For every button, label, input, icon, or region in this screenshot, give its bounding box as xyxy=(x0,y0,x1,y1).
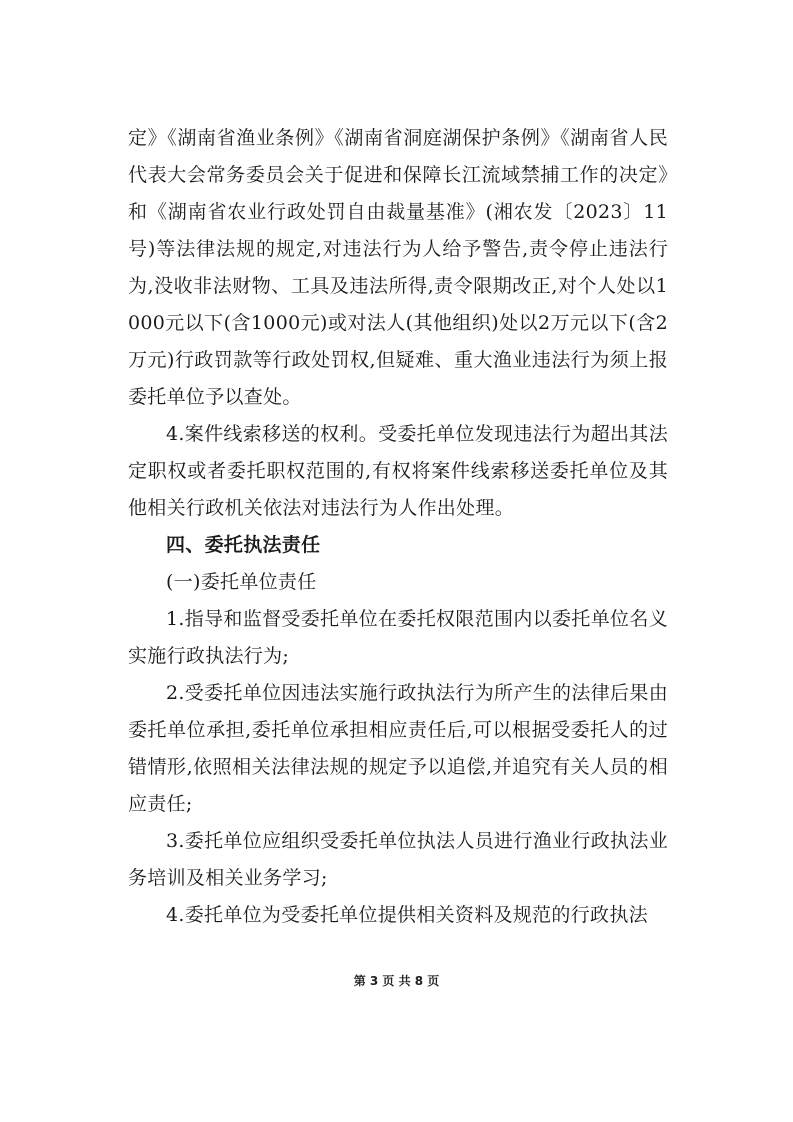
paragraph-legal-basis: 定》《湖南省渔业条例》《湖南省洞庭湖保护条例》《湖南省人民代表大会常务委员会关于促进和保障长江流域禁捕工作的决定》和《湖南省农业行政处罚自由裁量基准》(湘农发〔2023〕11号)等法律法规的规定,对违法行为人给予警告,责令停止违法行为,没收非法财物、工具及违法所得,责令限期改正,对个人处以1000元以下(含1000元)或对法人(其他组织)处以2万元以下(含2万元)行政罚款等行政处罚权,但疑难、重大渔业违法行为须上报委托单位予以查处。 xyxy=(128,127,668,408)
paragraph-case-referral-right: 4.案件线索移送的权利。受委托单位发现违法行为超出其法定职权或者委托职权范围的,有权将案件线索移送委托单位及其他相关行政机关依法对违法行为人作出处理。 xyxy=(128,423,668,519)
document-body xyxy=(128,120,668,934)
paragraph-item-2-legal-consequences: 2.受委托单位因违法实施行政执法行为所产生的法律后果由委托单位承担,委托单位承担相应责任后,可以根据受委托人的过错情形,依照相关法律法规的规定予以追偿,并追究有关人员的相应责任; xyxy=(128,682,668,815)
section-heading-entrusted-enforcement-responsibility: 四、委托执法责任 xyxy=(166,534,321,556)
paragraph-item-3-training: 3.委托单位应组织受委托单位执法人员进行渔业行政执法业务培训及相关业务学习; xyxy=(128,830,668,889)
page-number-footer: 第 3 页 共 8 页 xyxy=(353,974,440,988)
paragraph-item-1-guidance: 1.指导和监督受委托单位在委托权限范围内以委托单位名义实施行政执法行为; xyxy=(128,608,668,667)
subsection-heading-entrusting-unit-responsibility: (一)委托单位责任 xyxy=(166,571,317,593)
paragraph-item-4-materials: 4.委托单位为受委托单位提供相关资料及规范的行政执法 xyxy=(166,904,648,926)
